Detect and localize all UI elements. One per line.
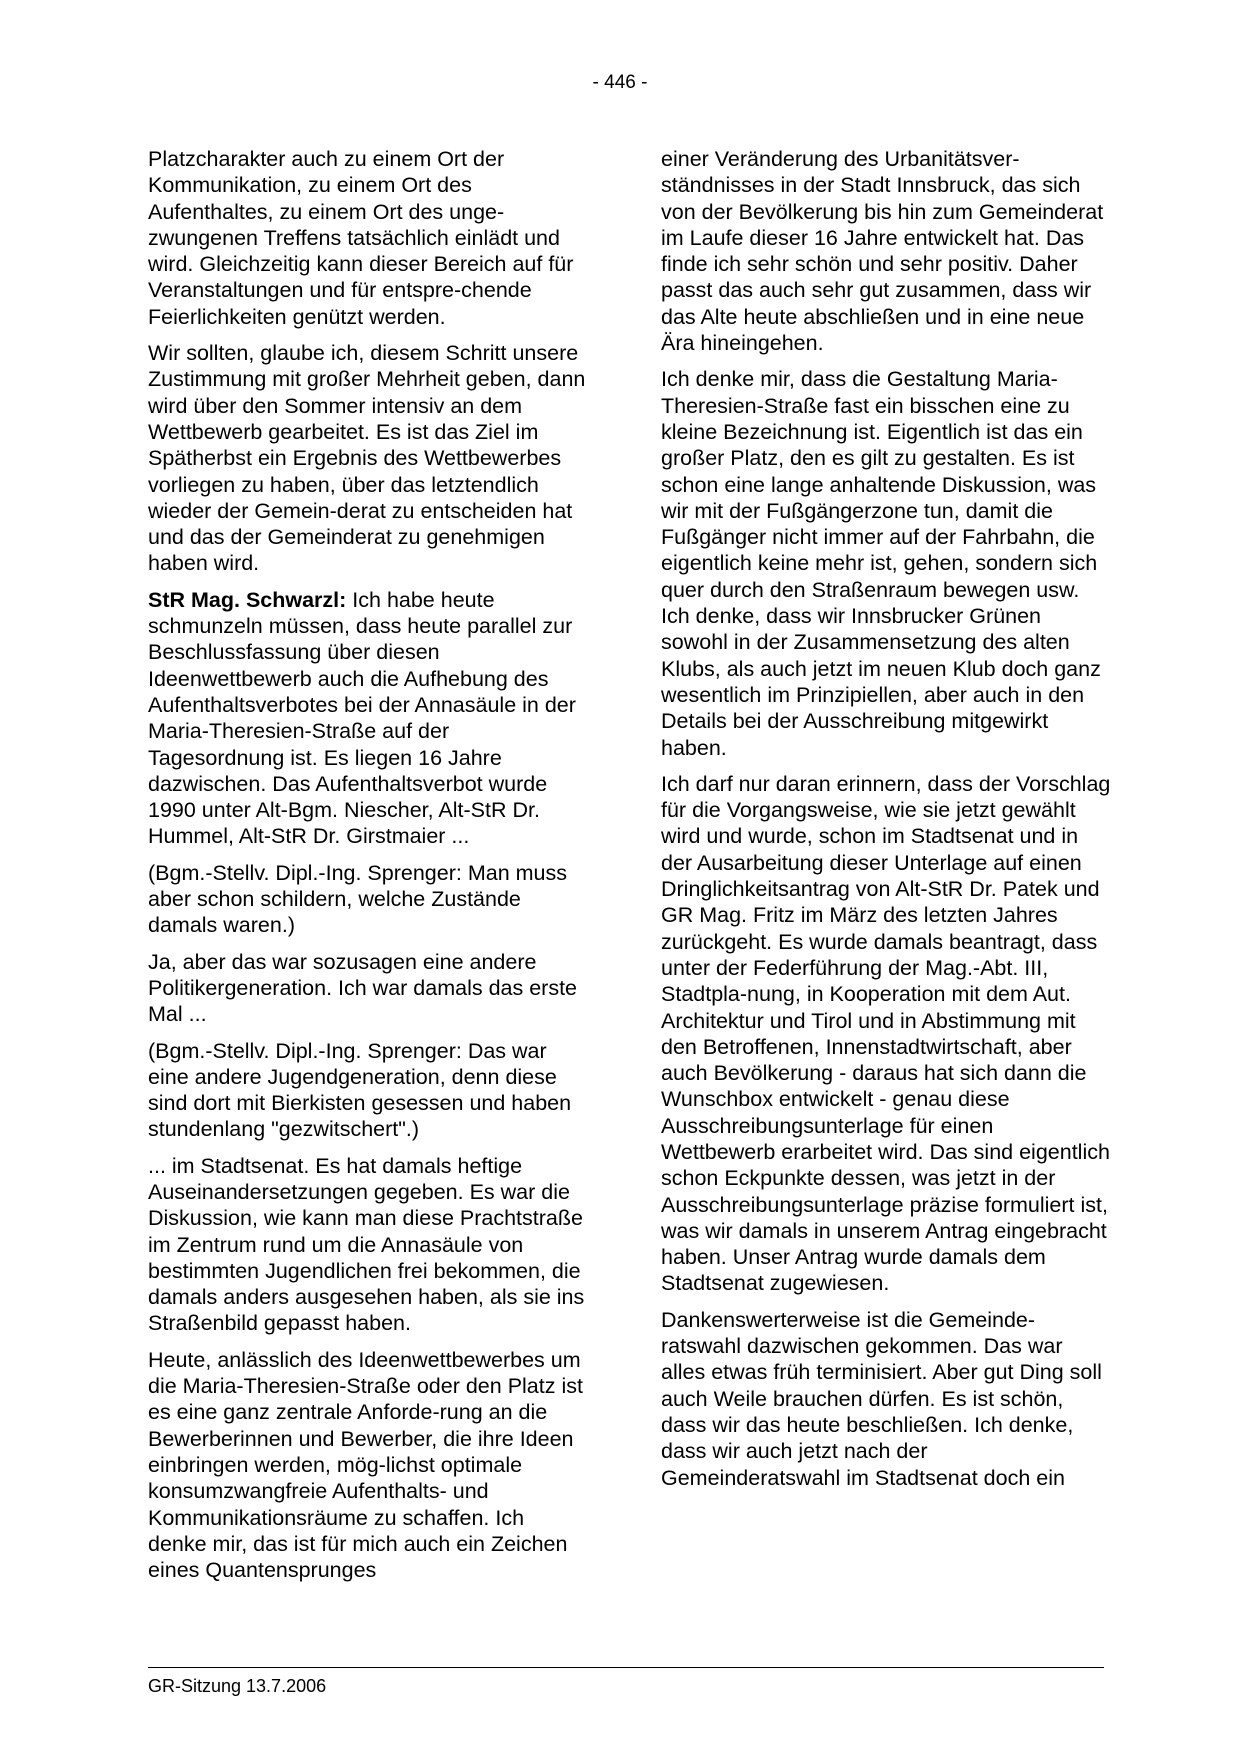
- paragraph: Heute, anlässlich des Ideenwettbewerbes um die Maria-Theresien-Straße oder den Platz ist es eine ganz zentrale Anforde-rung an die Bewerberinnen und Bewerber, die ihre Ideen einbringen werden, mög-lichst optimale konsumzwangfreie Aufenthalts- und Kommunikationsräume zu schaffen. Ich denke mir, das ist für mich auch ein Zeichen eines Quantensprunges: [148, 1347, 583, 1583]
- paragraph: Ja, aber das war sozusagen eine andere Politikergeneration. Ich war damals das erste Mal ...: [148, 949, 578, 1027]
- speaker-name: StR Mag. Schwarzl:: [148, 587, 347, 612]
- left-column: [148, 146, 588, 1593]
- paragraph: Platzcharakter auch zu einem Ort der Kommunikation, zu einem Ort des Aufenthaltes, zu einem Ort des unge-zwungenen Treffens tatsächlich einlädt und wird. Gleichzeitig kann dieser Bereich auf für Veranstaltungen und für entspre-chende Feierlichkeiten genützt werden.: [148, 147, 574, 329]
- paragraph: Ich darf nur daran erinnern, dass der Vorschlag für die Vorgangsweise, wie sie jetzt gewählt wird und wurde, schon im Stadtsenat und in der Ausarbeitung dieser Unterlage auf einen Dringlichkeitsantrag von Alt-StR Dr. Patek und GR Mag. Fritz im März des letzten Jahres zurückgeht. Es wurde damals beantragt, dass unter der Federführung der Mag.-Abt. III, Stadtpla-nung, in Kooperation mit dem Aut. Architektur und Tirol und in Abstimmung mit den Betroffenen, Innenstadtwirtschaft, aber auch Bevölkerung - daraus hat sich dann die Wunschbox entwickelt - genau diese Ausschreibungsunterlage für einen Wettbewerb erarbeitet wird. Das sind eigentlich schon Eckpunkte dessen, was jetzt in der Ausschreibungsunterlage präzise formuliert ist, was wir damals in unserem Antrag eingebracht haben. Unser Antrag wurde damals dem Stadtsenat zugewiesen.: [661, 771, 1111, 1296]
- paragraph: Ich denke mir, dass die Gestaltung Maria-Theresien-Straße fast ein bisschen eine zu kleine Bezeichnung ist. Eigentlich ist das ein großer Platz, den es gilt zu gestalten. Es ist schon eine lange anhaltende Diskussion, was wir mit der Fußgängerzone tun, damit die Fußgänger nicht immer auf der Fahrbahn, die eigentlich keine mehr ist, gehen, sondern sich quer durch den Straßenraum bewegen usw. Ich denke, dass wir Innsbrucker Grünen sowohl in der Zusammensetzung des alten Klubs, als auch jetzt im neuen Klub doch ganz wesentlich im Prinzipiellen, aber auch in den Details bei der Ausschreibung mitgewirkt haben.: [661, 367, 1101, 760]
- paragraph: einer Veränderung des Urbanitätsver-ständnisses in der Stadt Innsbruck, das sich von der Bevölkerung bis hin zum Gemeinderat im Laufe dieser 16 Jahre entwickelt hat. Das finde ich sehr schön und sehr positiv. Daher passt das auch sehr gut zusammen, dass wir das Alte heute abschließen und in eine neue Ära hineingehen.: [661, 147, 1104, 356]
- footer-divider: [148, 1667, 1104, 1668]
- page-number: - 446 -: [592, 72, 648, 93]
- footer-session-date: GR-Sitzung 13.7.2006: [148, 1676, 327, 1696]
- paragraph: Dankenswerterweise ist die Gemeinde-ratswahl dazwischen gekommen. Das war alles etwas früh terminisiert. Aber gut Ding soll auch Weile brauchen dürfen. Es ist schön, dass wir das heute beschließen. Ich denke, dass wir auch jetzt nach der Gemeinderatswahl im Stadtsenat doch ein: [661, 1307, 1102, 1490]
- interjection: (Bgm.-Stellv. Dipl.-Ing. Sprenger: Das war eine andere Jugendgeneration, denn diese sind dort mit Bierkisten gesessen und haben stundenlang "gezwitschert".): [148, 1038, 572, 1142]
- interjection: (Bgm.-Stellv. Dipl.-Ing. Sprenger: Man muss aber schon schildern, welche Zustände damals waren.): [148, 860, 567, 938]
- speech-text: Ich habe heute schmunzeln müssen, dass heute parallel zur Beschlussfassung über diesen Ideenwettbewerb auch die Aufhebung des Aufenthaltsverbotes bei der Annasäule in der Maria-Theresien-Straße auf der Tagesordnung ist. Es liegen 16 Jahre dazwischen. Das Aufenthaltsverbot wurde 1990 unter Alt-Bgm. Niescher, Alt-StR Dr. Hummel, Alt-StR Dr. Girstmaier ...: [148, 587, 576, 849]
- paragraph: ... im Stadtsenat. Es hat damals heftige Auseinandersetzungen gegeben. Es war die Diskussion, wie kann man diese Prachtstraße im Zentrum rund um die Annasäule von bestimmten Jugendlichen frei bekommen, die damals anders ausgesehen haben, als sie ins Straßenbild gepasst haben.: [148, 1153, 585, 1336]
- right-column: [661, 146, 1111, 1501]
- paragraph-with-speaker: [148, 587, 588, 850]
- paragraph: Wir sollten, glaube ich, diesem Schritt unsere Zustimmung mit großer Mehrheit geben, dann wird über den Sommer intensiv an dem Wettbewerb gearbeitet. Es ist das Ziel im Spätherbst ein Ergebnis des Wettbewerbes vorliegen zu haben, über das letztendlich wieder der Gemein-derat zu entscheiden hat und das der Gemeinderat zu genehmigen haben wird.: [148, 341, 586, 576]
